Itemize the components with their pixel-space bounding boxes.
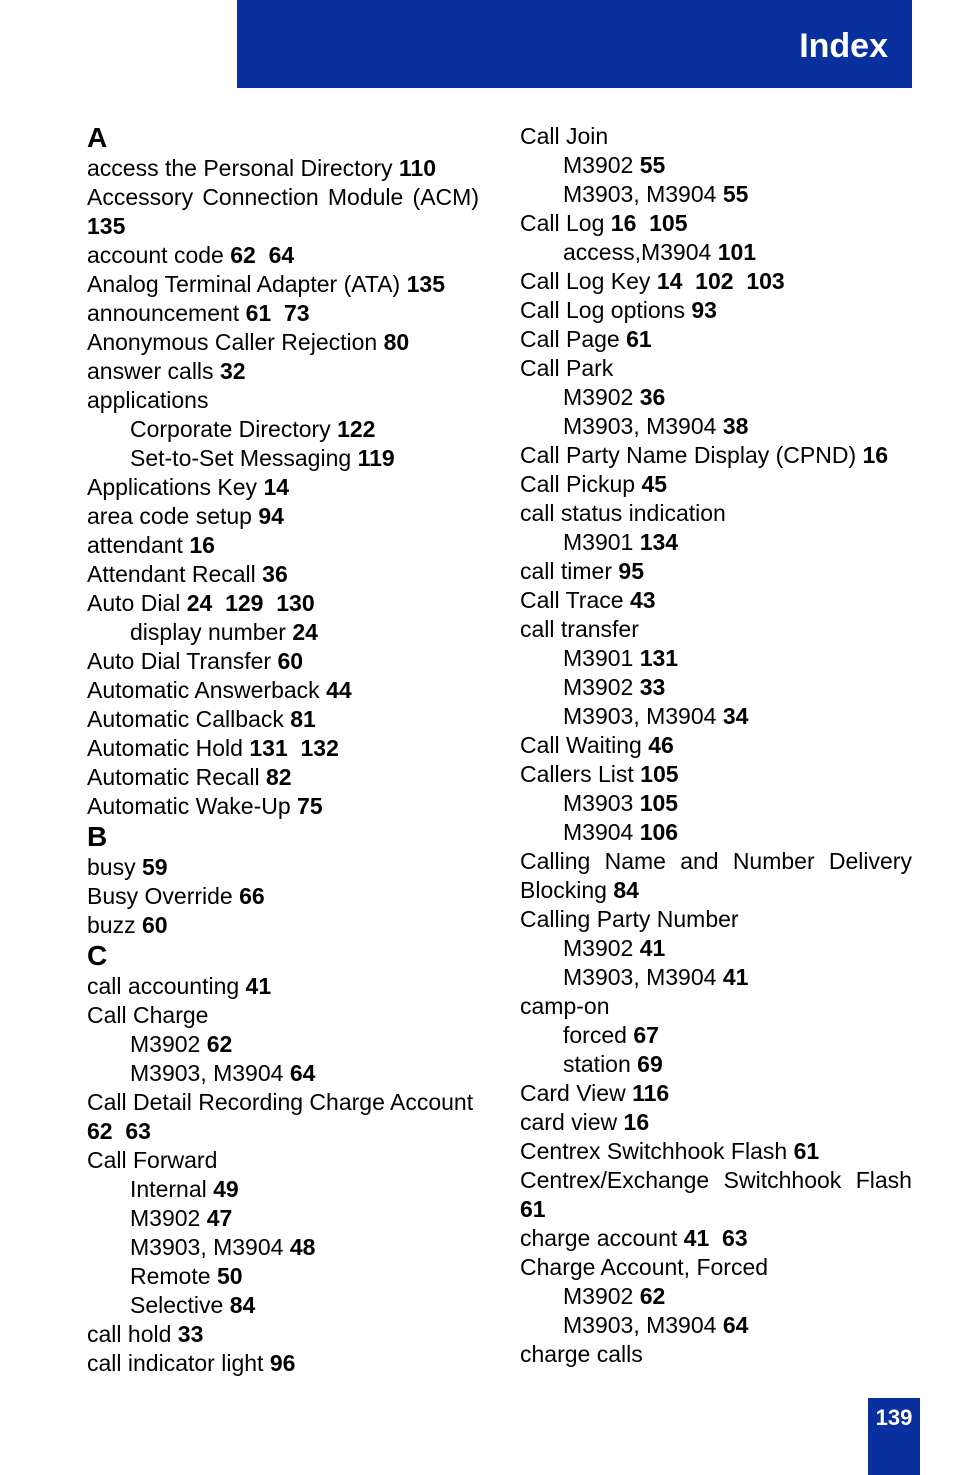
index-entry-word: Accessory (87, 184, 194, 210)
index-page-refs: 64 (289, 1060, 316, 1086)
index-subentry (520, 644, 912, 673)
index-page-refs: 55 (722, 181, 749, 207)
index-entry-word: Delivery (828, 848, 912, 874)
index-subentry (87, 1233, 479, 1262)
index-entry (87, 911, 479, 940)
index-page-refs: 16 (862, 442, 889, 468)
index-entry-text: Automatic Callback (87, 706, 291, 732)
index-page-refs: 60 (277, 648, 304, 674)
index-subentry (520, 180, 912, 209)
index-subentry (520, 934, 912, 963)
index-entry-text: access,M3904 (563, 239, 718, 265)
index-entry-text: Call Trace (520, 587, 630, 613)
index-entry-text: Automatic Answerback (87, 677, 327, 703)
index-entry-text: Corporate Directory (130, 416, 338, 442)
index-page-refs: 61 (793, 1138, 820, 1164)
index-page-refs: 59 (141, 854, 168, 880)
index-subentry (87, 1175, 479, 1204)
index-page-refs: 61 73 (245, 300, 310, 326)
index-page-refs: 47 (206, 1205, 233, 1231)
index-entry (520, 760, 912, 789)
index-entry-word: and (680, 848, 719, 874)
index-page-refs: 110 (398, 155, 437, 181)
index-entry (87, 560, 479, 589)
index-entry-text: M3903, M3904 (563, 1312, 723, 1338)
index-page-refs: 116 (632, 1080, 670, 1106)
index-page-refs: 119 (357, 445, 395, 471)
index-entry-text: Auto Dial (87, 590, 187, 616)
index-entry (87, 1117, 479, 1146)
index-entry-text: Selective (130, 1292, 230, 1318)
index-entry-text: Call Page (520, 326, 627, 352)
index-entry (87, 299, 479, 328)
index-page-refs: 105 (639, 790, 679, 816)
index-entry-text: Automatic Hold (87, 735, 250, 761)
index-page-refs: 93 (691, 297, 717, 323)
index-page-refs: 36 (639, 384, 666, 410)
index-entry (87, 882, 479, 911)
index-page-refs: 69 (637, 1051, 663, 1077)
index-subentry (87, 444, 479, 473)
index-entry-text: Call Waiting (520, 732, 649, 758)
index-page-refs: 38 (722, 413, 749, 439)
index-entry (87, 1349, 479, 1378)
index-entry-text: camp-on (520, 993, 610, 1019)
index-subentry (520, 1282, 912, 1311)
index-entry-word: Module (327, 184, 404, 210)
index-page-refs: 62 (206, 1031, 233, 1057)
index-entry (87, 357, 479, 386)
index-entry (520, 1195, 912, 1224)
index-entry-text: Call Log options (520, 297, 692, 323)
index-entry (87, 792, 479, 821)
index-entry-text: Call Log Key (520, 268, 657, 294)
index-entry (520, 586, 912, 615)
index-page-refs: 60 (141, 912, 168, 938)
index-page-refs: 14 (263, 474, 290, 500)
page-title: Index (799, 27, 888, 65)
index-page-refs: 96 (269, 1350, 296, 1376)
index-page-refs: 24 129 130 (186, 590, 315, 616)
index-entry (520, 1137, 912, 1166)
index-entry (87, 1146, 479, 1175)
index-page-refs: 43 (629, 587, 656, 613)
index-page-refs: 48 (289, 1234, 316, 1260)
index-entry-text: Call Join (520, 123, 609, 149)
index-subentry (520, 702, 912, 731)
index-page-refs: 105 (640, 761, 679, 787)
index-subentry (87, 1291, 479, 1320)
index-entry-word: Switchhook (723, 1167, 842, 1193)
index-page-refs: 75 (297, 793, 323, 819)
index-entry-text: Auto Dial Transfer (87, 648, 278, 674)
index-page-refs: 64 (722, 1312, 749, 1338)
index-entry-text: Charge Account, Forced (520, 1254, 769, 1280)
index-entry (87, 386, 479, 415)
page-number: 139 (868, 1398, 920, 1475)
index-entry (87, 212, 479, 241)
index-entry (87, 1320, 479, 1349)
index-entry (87, 763, 479, 792)
index-entry-text: announcement (87, 300, 246, 326)
index-entry-text: access the Personal Directory (87, 155, 399, 181)
index-entry-word: Flash (855, 1167, 912, 1193)
index-page-refs: 50 (216, 1263, 243, 1289)
index-entry (520, 325, 912, 354)
index-entry (87, 241, 479, 270)
index-entry-text: attendant (87, 532, 190, 558)
index-page-refs: 122 (337, 416, 376, 442)
index-entry-word: (ACM) (412, 184, 479, 210)
index-entry (520, 470, 912, 499)
index-entry (520, 1108, 912, 1137)
index-entry (520, 847, 912, 876)
index-entry-text: Centrex Switchhook Flash (520, 1138, 794, 1164)
index-section-letter: B (87, 821, 108, 852)
index-entry-text: Call Park (520, 355, 614, 381)
index-page-refs: 84 (229, 1292, 256, 1318)
index-entry (87, 705, 479, 734)
index-entry-text: charge calls (520, 1341, 643, 1367)
index-entry-text: Card View (520, 1080, 633, 1106)
index-entry-text: Calling Party Number (520, 906, 739, 932)
index-entry-text: M3903, M3904 (563, 964, 723, 990)
index-subentry (520, 818, 912, 847)
index-page-refs: 67 (633, 1022, 659, 1048)
index-subentry (520, 238, 912, 267)
index-page-refs: 84 (613, 877, 639, 903)
index-page-refs: 61 (626, 326, 652, 352)
index-entry (87, 502, 479, 531)
index-page-refs: 32 (219, 358, 246, 384)
index-entry-text: buzz (87, 912, 142, 938)
index-page-refs: 106 (639, 819, 679, 845)
index-entry (520, 992, 912, 1021)
index-entry-word: Calling (520, 848, 591, 874)
index-entry (87, 473, 479, 502)
index-entry-text: Call Party Name Display (CPND) (520, 442, 863, 468)
index-entry-text: applications (87, 387, 209, 413)
header-bar (237, 0, 912, 88)
index-entry-text: call transfer (520, 616, 639, 642)
index-page-refs: 46 (648, 732, 674, 758)
index-entry (520, 1166, 912, 1195)
index-entry (520, 441, 912, 470)
index-page-refs: 95 (618, 558, 644, 584)
index-entry (87, 154, 479, 183)
index-page-refs: 16 105 (610, 210, 688, 236)
index-page-refs: 131 (639, 645, 679, 671)
index-page-refs: 80 (383, 329, 410, 355)
index-entry-text: M3902 (563, 935, 640, 961)
index-subentry (87, 1262, 479, 1291)
index-entry-text: M3903, M3904 (563, 703, 723, 729)
index-entry (520, 731, 912, 760)
index-entry-text: call accounting (87, 973, 246, 999)
index-page-refs: 16 (189, 532, 215, 558)
index-entry (87, 676, 479, 705)
index-entry-text: M3903, M3904 (563, 413, 723, 439)
index-entry (87, 183, 479, 212)
index-entry-text: Call Log (520, 210, 611, 236)
index-entry (520, 296, 912, 325)
index-page-refs: 134 (639, 529, 679, 555)
index-entry-word: Number (732, 848, 815, 874)
index-entry (520, 615, 912, 644)
index-entry (87, 647, 479, 676)
index-entry-text: M3903, M3904 (130, 1060, 290, 1086)
index-entry-text: Call Pickup (520, 471, 642, 497)
index-entry (87, 734, 479, 763)
index-page-refs: 62 (639, 1283, 666, 1309)
index-page-refs: 94 (258, 503, 284, 529)
index-page-refs: 66 (239, 883, 265, 909)
index-entry (87, 1088, 479, 1117)
index-page-refs: 33 (639, 674, 666, 700)
index-page-refs: 81 (290, 706, 316, 732)
index-entry-text: M3902 (563, 674, 640, 700)
index-page-refs: 101 (717, 239, 757, 265)
index-page-refs: 62 63 (87, 1118, 151, 1144)
index-entry (87, 589, 479, 618)
index-entry-text: account code (87, 242, 231, 268)
index-entry-text: charge account (520, 1225, 684, 1251)
index-page-refs: 14 102 103 (656, 268, 785, 294)
index-entry-text: Attendant Recall (87, 561, 263, 587)
index-subentry (520, 412, 912, 441)
index-entry-text: Set-to-Set Messaging (130, 445, 358, 471)
index-entry (520, 1224, 912, 1253)
index-page-refs: 55 (639, 152, 666, 178)
index-entry-text: M3902 (130, 1205, 207, 1231)
index-entry-text: busy (87, 854, 142, 880)
index-entry (520, 1340, 912, 1369)
index-entry (520, 122, 912, 151)
index-entry (520, 1253, 912, 1282)
index-entry (520, 876, 912, 905)
index-entry-text: Busy Override (87, 883, 240, 909)
index-entry (87, 853, 479, 882)
index-entry (87, 531, 479, 560)
index-page-refs: 131 132 (249, 735, 339, 761)
index-entry (87, 972, 479, 1001)
index-entry-text: Call Detail Recording Charge Account (87, 1089, 474, 1115)
index-entry-word: Name (604, 848, 666, 874)
index-entry-text: M3904 (563, 819, 640, 845)
index-entry (87, 1001, 479, 1030)
index-page-refs: 62 64 (230, 242, 295, 268)
index-subentry (520, 1021, 912, 1050)
index-entry-text: display number (130, 619, 293, 645)
index-page-refs: 41 (722, 964, 749, 990)
index-entry-text: Analog Terminal Adapter (ATA) (87, 271, 407, 297)
index-entry (520, 557, 912, 586)
index-subentry (520, 789, 912, 818)
index-page-refs: 16 (623, 1109, 650, 1135)
index-subentry (87, 1030, 479, 1059)
index-subentry (520, 673, 912, 702)
index-entry (520, 209, 912, 238)
index-page-refs: 45 (641, 471, 668, 497)
index-entry-word: Centrex/Exchange (520, 1167, 710, 1193)
index-entry-text: call hold (87, 1321, 178, 1347)
index-page-refs: 49 (213, 1176, 239, 1202)
index-entry-text: Automatic Wake-Up (87, 793, 298, 819)
index-page-refs: 41 63 (683, 1225, 748, 1251)
index-entry-text: M3902 (563, 384, 640, 410)
index-page-refs: 36 (262, 561, 288, 587)
index-entry (520, 354, 912, 383)
index-entry-text: Call Forward (87, 1147, 218, 1173)
index-entry-text: M3902 (563, 152, 640, 178)
index-entry-text: M3903, M3904 (130, 1234, 290, 1260)
index-column-left (87, 122, 479, 1378)
index-page-refs: 33 (177, 1321, 204, 1347)
index-entry-text: Automatic Recall (87, 764, 266, 790)
index-page-refs: 34 (722, 703, 749, 729)
index-page-refs: 41 (245, 973, 272, 999)
index-entry-text: station (563, 1051, 638, 1077)
index-entry-text: M3902 (130, 1031, 207, 1057)
index-entry-text: M3903, M3904 (563, 181, 723, 207)
index-entry-text: Applications Key (87, 474, 264, 500)
index-subentry (87, 1059, 479, 1088)
index-entry-text: call status indication (520, 500, 726, 526)
index-entry-text: M3902 (563, 1283, 640, 1309)
index-entry-text: Callers List (520, 761, 641, 787)
index-subentry (520, 151, 912, 180)
index-entry-text: M3901 (563, 645, 640, 671)
index-entry-text: Remote (130, 1263, 217, 1289)
index-subentry (520, 383, 912, 412)
index-entry (520, 905, 912, 934)
index-subentry (520, 1050, 912, 1079)
index-entry-text: M3903 (563, 790, 640, 816)
index-entry (87, 328, 479, 357)
index-page-refs: 41 (639, 935, 666, 961)
index-entry-text: answer calls (87, 358, 220, 384)
index-entry-text: Call Charge (87, 1002, 209, 1028)
index-page-refs: 135 (406, 271, 445, 297)
index-entry (520, 499, 912, 528)
index-entry-text: card view (520, 1109, 624, 1135)
index-page-refs: 44 (326, 677, 352, 703)
index-entry-text: Internal (130, 1176, 214, 1202)
index-entry (520, 267, 912, 296)
index-entry-text: Anonymous Caller Rejection (87, 329, 384, 355)
index-subentry (87, 618, 479, 647)
index-entry (87, 270, 479, 299)
index-subentry (87, 415, 479, 444)
index-subentry (87, 1204, 479, 1233)
index-entry-text: call indicator light (87, 1350, 270, 1376)
index-column-right (520, 122, 912, 1369)
index-entry-text: call timer (520, 558, 619, 584)
index-entry-text: area code setup (87, 503, 259, 529)
index-entry-text: forced (563, 1022, 634, 1048)
index-section-letter: C (87, 940, 108, 971)
index-entry-word: Connection (202, 184, 319, 210)
index-subentry (520, 1311, 912, 1340)
index-page-refs: 82 (265, 764, 292, 790)
index-entry-text: Blocking (520, 877, 614, 903)
index-section-letter: A (87, 122, 108, 153)
index-subentry (520, 963, 912, 992)
index-subentry (520, 528, 912, 557)
index-entry-text: M3901 (563, 529, 640, 555)
index-page-refs: 24 (292, 619, 318, 645)
index-page-refs: 135 (87, 213, 126, 239)
index-page-refs: 61 (520, 1196, 546, 1222)
index-entry (520, 1079, 912, 1108)
